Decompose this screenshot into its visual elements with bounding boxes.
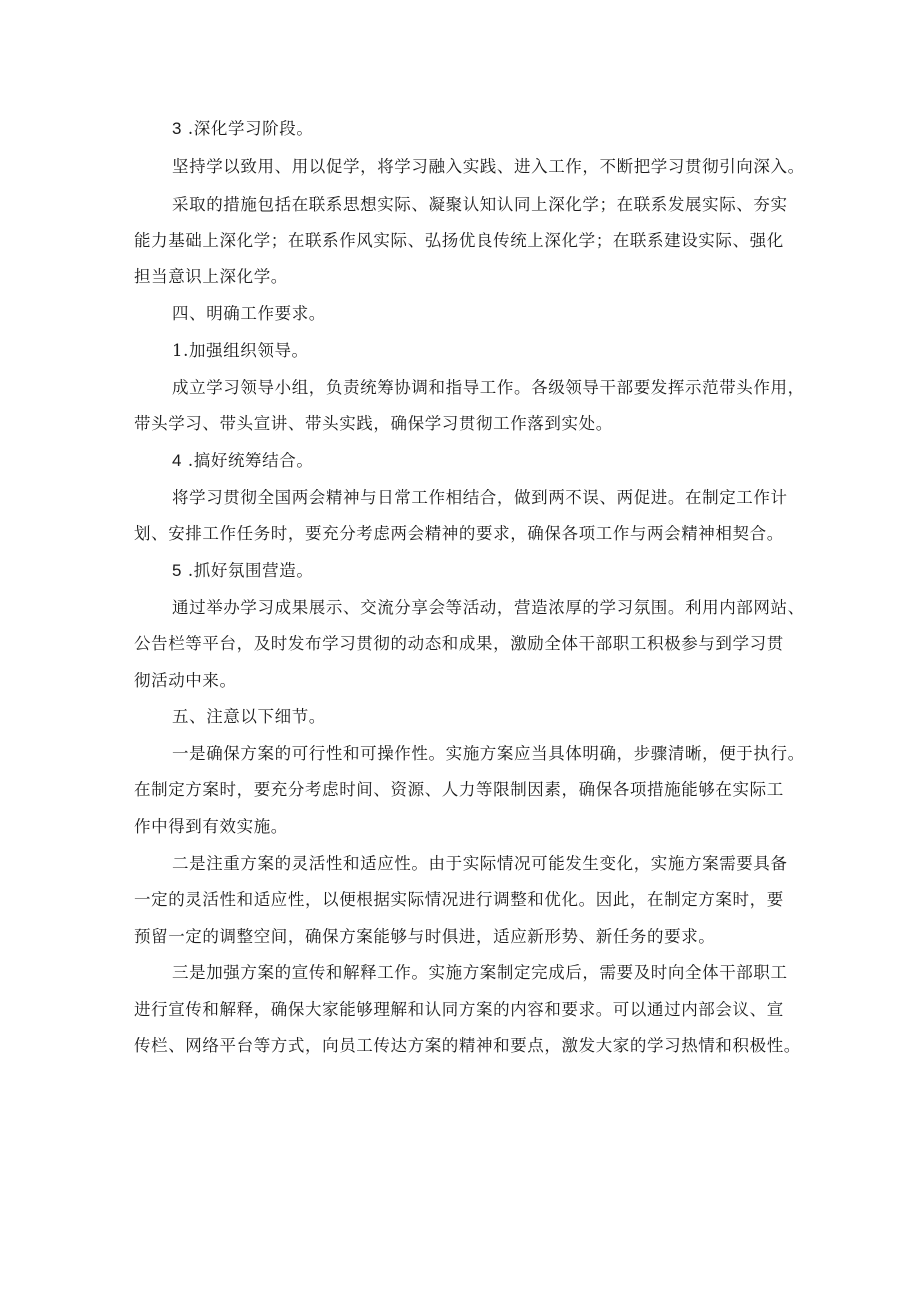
subheading-leadership: 1.加强组织领导。 (172, 341, 309, 360)
heading-deepen-study (172, 119, 313, 139)
heading-text: .抓好氛围营造。 (182, 561, 314, 580)
paragraph-line: 彻活动中来。 (134, 671, 237, 690)
paragraph-line: 传栏、网络平台等方式，向员工传达方案的精神和要点，激发大家的学习热情和积极性。 (134, 1036, 801, 1055)
paragraph-line: 进行宣传和解释，确保大家能够理解和认同方案的内容和要求。可以通过内部会议、宣 (134, 1000, 784, 1019)
paragraph-line: 二是注重方案的灵活性和适应性。由于实际情况可能发生变化，实施方案需要具备 (172, 854, 788, 873)
paragraph-line: 采取的措施包括在联系思想实际、凝聚认知认同上深化学；在联系发展实际、夯实 (172, 195, 788, 214)
section-heading-requirements: 四、明确工作要求。 (172, 304, 326, 323)
subheading-atmosphere (172, 561, 313, 581)
subheading-coordination (172, 451, 313, 471)
paragraph-line: 成立学习领导小组，负责统筹协调和指导工作。各级领导干部要发挥示范带头作用， (172, 378, 805, 397)
paragraph-line: 预留一定的调整空间，确保方案能够与时俱进，适应新形势、新任务的要求。 (134, 927, 716, 946)
paragraph-line: 三是加强方案的宣传和解释工作。实施方案制定完成后，需要及时向全体干部职工 (172, 963, 788, 982)
paragraph-line: 公告栏等平台，及时发布学习贯彻的动态和成果，激励全体干部职工积极参与到学习贯 (134, 634, 784, 653)
paragraph-line: 作中得到有效实施。 (134, 817, 288, 836)
paragraph-line: 坚持学以致用、用以促学，将学习融入实践、进入工作，不断把学习贯彻引向深入。 (172, 157, 805, 176)
paragraph-line: 划、安排工作任务时，要充分考虑两会精神的要求，确保各项工作与两会精神相契合。 (134, 524, 784, 543)
paragraph-line: 在制定方案时，要充分考虑时间、资源、人力等限制因素，确保各项措施能够在实际工 (134, 780, 784, 799)
paragraph-line: 担当意识上深化学。 (134, 267, 288, 286)
paragraph-line: 通过举办学习成果展示、交流分享会等活动，营造浓厚的学习氛围。利用内部网站、 (172, 598, 805, 617)
paragraph-line: 带头学习、带头宣讲、带头实践，确保学习贯彻工作落到实处。 (134, 414, 613, 433)
paragraph-line: 能力基础上深化学；在联系作风实际、弘扬优良传统上深化学；在联系建设实际、强化 (134, 231, 784, 250)
item-number: 3 (172, 119, 183, 138)
heading-text: .搞好统筹结合。 (182, 451, 314, 470)
paragraph-line: 一定的灵活性和适应性，以便根据实际情况进行调整和优化。因此，在制定方案时，要 (134, 890, 784, 909)
section-heading-details: 五、注意以下细节。 (172, 707, 326, 726)
item-number: 5 (172, 561, 183, 580)
paragraph-line: 一是确保方案的可行性和可操作性。实施方案应当具体明确，步骤清晰，便于执行。 (172, 744, 805, 763)
paragraph-line: 将学习贯彻全国两会精神与日常工作相结合，做到两不误、两促进。在制定工作计 (172, 488, 788, 507)
item-number: 4 (172, 451, 183, 470)
heading-text: .深化学习阶段。 (182, 119, 314, 138)
